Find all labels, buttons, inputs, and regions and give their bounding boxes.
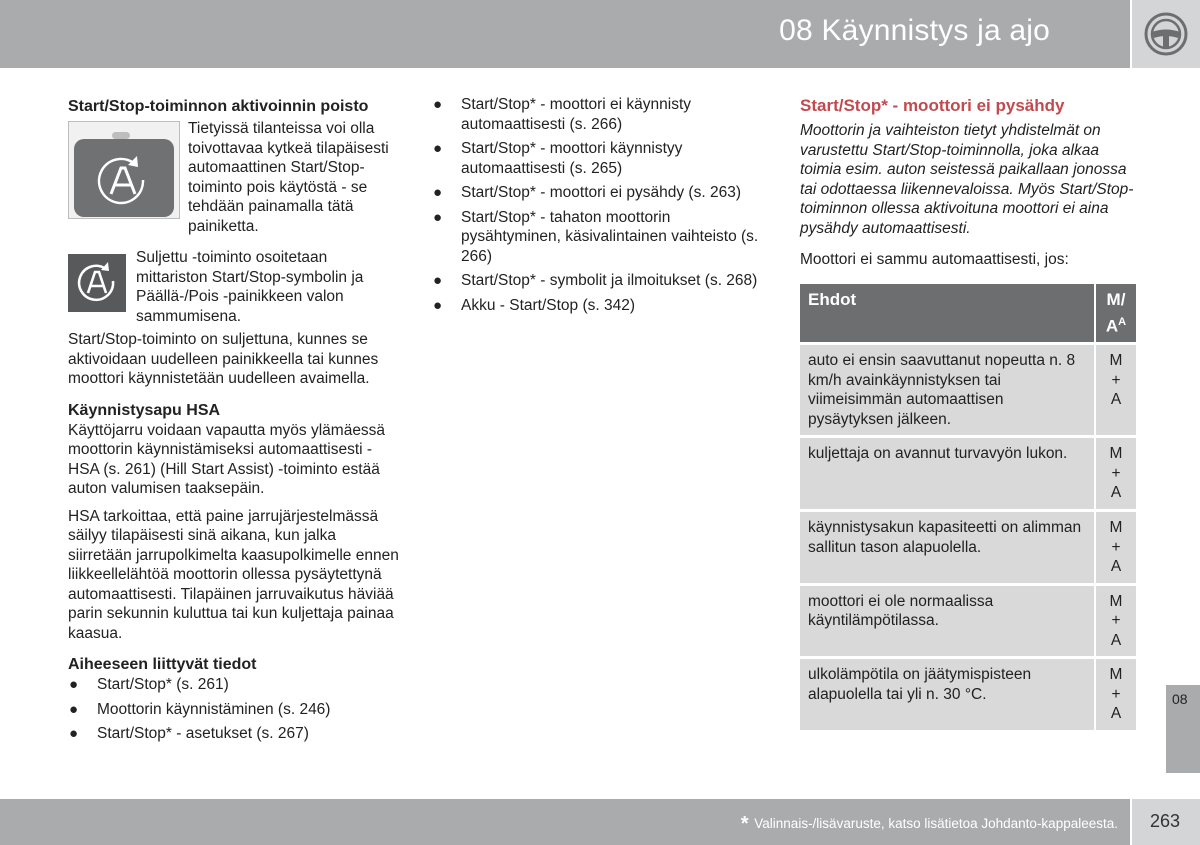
related-list (432, 95, 762, 315)
table-row (800, 509, 1136, 583)
footer-bar (0, 799, 1130, 845)
column-1 (68, 95, 400, 749)
list-item[interactable]: ● Start/Stop* - moottori käynnistyy automaattisesti (s. 265) (433, 140, 683, 177)
condition-cell: ulkolämpötila on jäätymispisteen alapuolella tai yli n. 30 °C. (800, 656, 1094, 730)
condition-cell: moottori ei ole normaalissa käyntilämpötilassa. (800, 583, 1094, 657)
symbol-description: Suljettu -toiminto osoitetaan mittariston Start/Stop-symbolin ja Päällä-/Pois -painikkeen valon sammumisena. (136, 249, 364, 325)
table-row (800, 583, 1136, 657)
list-item[interactable]: ● Start/Stop* - moottori ei pysähdy (s. 263) (433, 184, 741, 201)
list-item[interactable]: ● Start/Stop* - moottori ei käynnisty automaattisesti (s. 266) (433, 96, 692, 133)
condition-cell: kuljettaja on avannut turvavyön lukon. (800, 435, 1094, 509)
ma-cell: M + A (1094, 435, 1136, 509)
ma-cell: M + A (1094, 509, 1136, 583)
heading-related: Aiheeseen liittyvät tiedot (68, 656, 257, 673)
list-item[interactable]: ● Start/Stop* (s. 261) (69, 676, 229, 693)
lead-paragraph: Moottori ei sammu automaattisesti, jos: (800, 251, 1069, 268)
auto-start-stop-icon (73, 259, 121, 307)
chapter-tab (1166, 685, 1200, 773)
column-2 (432, 95, 762, 320)
list-item[interactable]: ● Moottorin käynnistäminen (s. 246) (69, 700, 331, 718)
ma-cell: M + A (1094, 583, 1136, 657)
condition-cell: auto ei ensin saavuttanut nopeutta n. 8 km/h avainkäynnistyksen tai viimeisimmän automaattisen pysäytyksen jälkeen. (800, 342, 1094, 435)
table-header-ma: M/ $A^A$ (1094, 284, 1136, 343)
paragraph: HSA tarkoittaa, että paine jarrujärjestelmässä säilyy tilapäisesti sinä aikana, kun jalka siirretään jarrupolkimelta kaasupolkimelle ennen liikkeellelähtöä moottorin ollessa pysäytettynä automaattisesti. Tilapäinen jarruvaikutus häviää parin sekunnin kuluttua tai kun kuljettaja painaa kaasua. (68, 507, 399, 642)
header-bar (0, 0, 1130, 68)
related-list (68, 675, 400, 744)
section-heading: Start/Stop* - moottori ei pysähdy (800, 96, 1065, 115)
page-title: 08 Käynnistys ja ajo (779, 14, 1050, 47)
page-number: 263 (1150, 811, 1181, 831)
table-row (800, 342, 1136, 435)
table-row (800, 656, 1136, 730)
symbol-row (68, 250, 400, 326)
steering-wheel-icon (1142, 10, 1190, 58)
start-stop-symbol (68, 254, 126, 312)
button-description: Tietyissä tilanteissa voi olla toivottavaa kytkeä tilapäisesti automaattinen Start/Stop-toiminto pois käytöstä - se tehdään painamalla tätä painiketta. (188, 120, 389, 235)
condition-cell: käynnistysakun kapasiteetti on alimman sallitun tason alapuolella. (800, 509, 1094, 583)
heading-deactivation: Start/Stop-toiminnon aktivoinnin poisto (68, 98, 369, 115)
auto-start-stop-icon (91, 150, 155, 214)
list-item[interactable]: ● Akku - Start/Stop (s. 342) (433, 296, 636, 314)
paragraph: Käyttöjarru voidaan vapautta myös ylämäessä moottorin käynnistämiseksi automaattisesti - HSA (s. 261) (Hill Start Assist) -toiminto estää auton valumisen taaksepäin. (68, 421, 386, 497)
ma-cell: M + A (1094, 656, 1136, 730)
conditions-table (800, 284, 1136, 730)
chapter-number: 08 (1172, 691, 1188, 707)
ma-cell: M + A (1094, 342, 1136, 435)
table-header-conditions: Ehdot (800, 284, 1094, 343)
start-stop-button-illustration (68, 121, 180, 219)
table-row (800, 435, 1136, 509)
asterisk: * (740, 813, 749, 835)
list-item[interactable]: ● Start/Stop* - asetukset (s. 267) (69, 725, 309, 742)
list-item[interactable]: ● Start/Stop* - symbolit ja ilmoitukset (s. 268) (433, 272, 758, 289)
page-number-box (1132, 799, 1200, 845)
paragraph: Start/Stop-toiminto on suljettuna, kunnes se aktivoidaan uudelleen painikkeella tai kunnes moottori käynnistetään uudelleen avaimella. (68, 331, 379, 387)
indicator-light (112, 132, 130, 139)
column-3 (800, 95, 1136, 730)
list-item[interactable]: ● Start/Stop* - tahaton moottorin pysähtyminen, käsivalintainen vaihteisto (s. 266) (433, 208, 759, 265)
footnote (741, 813, 1118, 836)
header-icon-box (1132, 0, 1200, 68)
start-stop-button-row (68, 121, 400, 236)
heading-hsa: Käynnistysapu HSA (68, 401, 221, 419)
intro-paragraph: Moottorin ja vaihteiston tietyt yhdistelmät on varustettu Start/Stop-toiminnolla, joka alkaa toimia esim. auton seistessä paikallaan jonossa tai odottaessa liikennevaloissa. Myös Start/Stop-toiminnon ollessa aktivoituna moottori ei aina pysähdy automaattisesti. (800, 122, 1134, 237)
footnote-text: Valinnais-/lisävaruste, katso lisätietoa Johdanto-kappaleesta. (754, 816, 1118, 831)
